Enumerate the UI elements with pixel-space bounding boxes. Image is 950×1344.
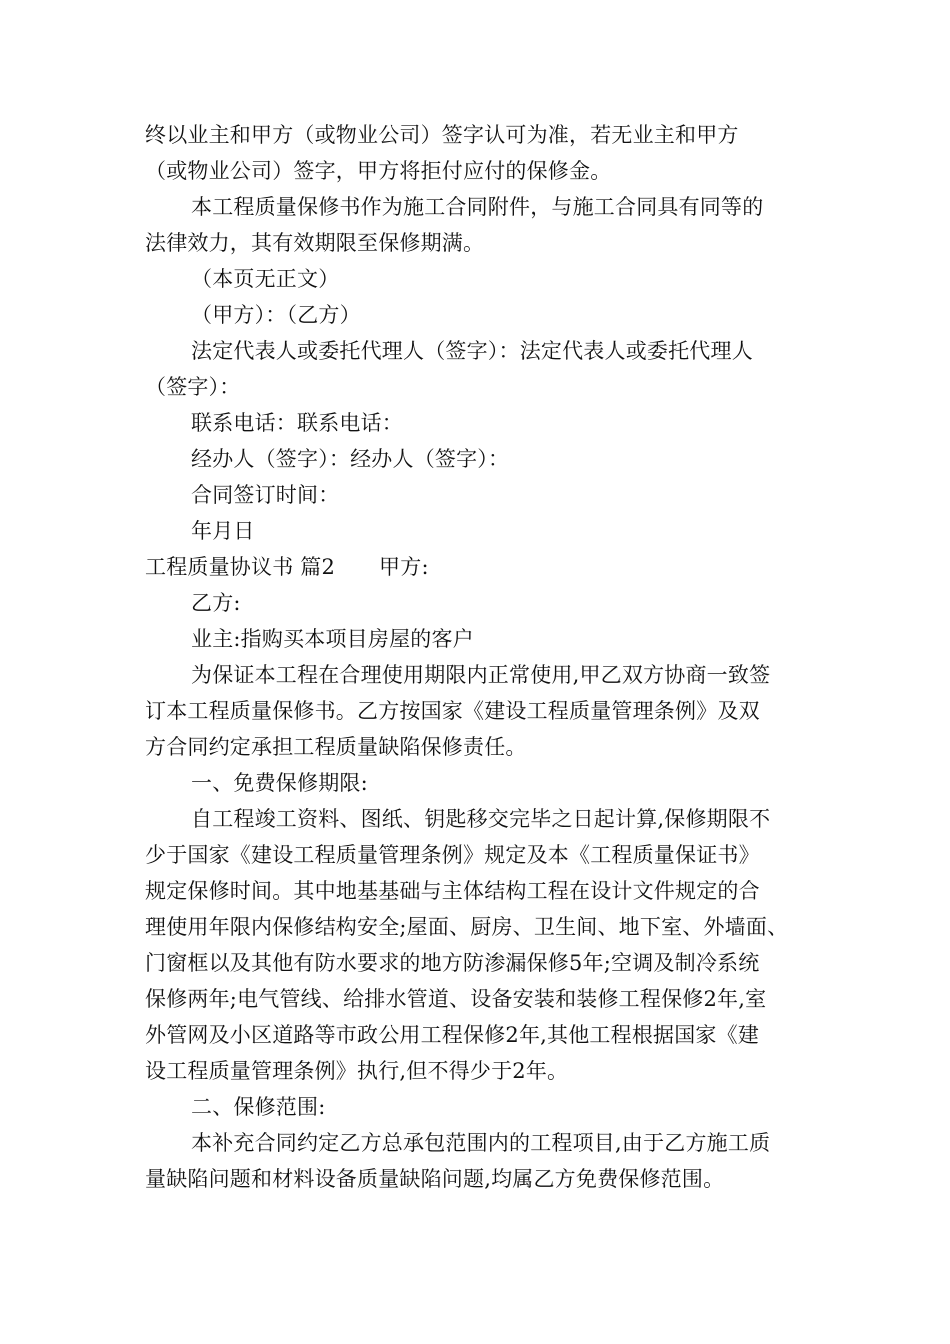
text-line: 经办人（签字）：经办人（签字）： xyxy=(191,447,510,471)
party-a-label: 甲方: xyxy=(379,555,429,579)
text-line: 方合同约定承担工程质量缺陷保修责任。 xyxy=(145,735,527,759)
text-line: 业主:指购买本项目房屋的客户 xyxy=(191,627,474,651)
section-heading-line xyxy=(145,549,810,585)
text-line: 法律效力，其有效期限至保修期满。 xyxy=(145,231,485,255)
text-line: 法定代表人或委托代理人（签字）：法定代表人或委托代理人 xyxy=(191,339,753,363)
text-line: （签字）： xyxy=(145,375,241,399)
text-line: 保修两年;电气管线、给排水管道、设备安装和装修工程保修2年,室 xyxy=(145,987,767,1011)
text-line: 设工程质量管理条例》执行,但不得少于2年。 xyxy=(145,1059,569,1083)
text-line: 规定保修时间。其中地基基础与主体结构工程在设计文件规定的合 xyxy=(145,879,760,903)
text-line: （本页无正文） xyxy=(191,267,340,291)
text-line: 量缺陷问题和材料设备质量缺陷问题,均属乙方免费保修范围。 xyxy=(145,1167,725,1191)
text-line: 年月日 xyxy=(191,519,255,543)
text-line: 合同签订时间： xyxy=(191,483,340,507)
text-line: （甲方）：（乙方） xyxy=(191,303,361,327)
text-line: 理使用年限内保修结构安全;屋面、厨房、卫生间、地下室、外墙面、 xyxy=(145,915,789,939)
clause-heading: 二、保修范围: xyxy=(191,1095,326,1119)
text-line: 为保证本工程在合理使用期限内正常使用,甲乙双方协商一致签 xyxy=(191,663,771,687)
document-body xyxy=(145,117,810,1197)
text-line: 少于国家《建设工程质量管理条例》规定及本《工程质量保证书》 xyxy=(145,843,760,867)
text-line: 订本工程质量保修书。乙方按国家《建设工程质量管理条例》及双 xyxy=(145,699,760,723)
text-line: 门窗框以及其他有防水要求的地方防渗漏保修5年;空调及制冷系统 xyxy=(145,951,760,975)
section-heading: 工程质量协议书 篇2 xyxy=(145,555,336,579)
text-line: 乙方: xyxy=(191,591,241,615)
text-line: 自工程竣工资料、图纸、钥匙移交完毕之日起计算,保修期限不 xyxy=(191,807,771,831)
text-line: （或物业公司）签字，甲方将拒付应付的保修金。 xyxy=(145,159,612,183)
clause-heading: 一、免费保修期限: xyxy=(191,771,368,795)
text-line: 终以业主和甲方（或物业公司）签字认可为准，若无业主和甲方 xyxy=(145,123,739,147)
text-line: 外管网及小区道路等市政公用工程保修2年,其他工程根据国家《建 xyxy=(145,1023,760,1047)
text-line: 本补充合同约定乙方总承包范围内的工程项目,由于乙方施工质 xyxy=(191,1131,771,1155)
text-line: 本工程质量保修书作为施工合同附件，与施工合同具有同等的 xyxy=(191,195,764,219)
text-line: 联系电话：联系电话： xyxy=(191,411,403,435)
